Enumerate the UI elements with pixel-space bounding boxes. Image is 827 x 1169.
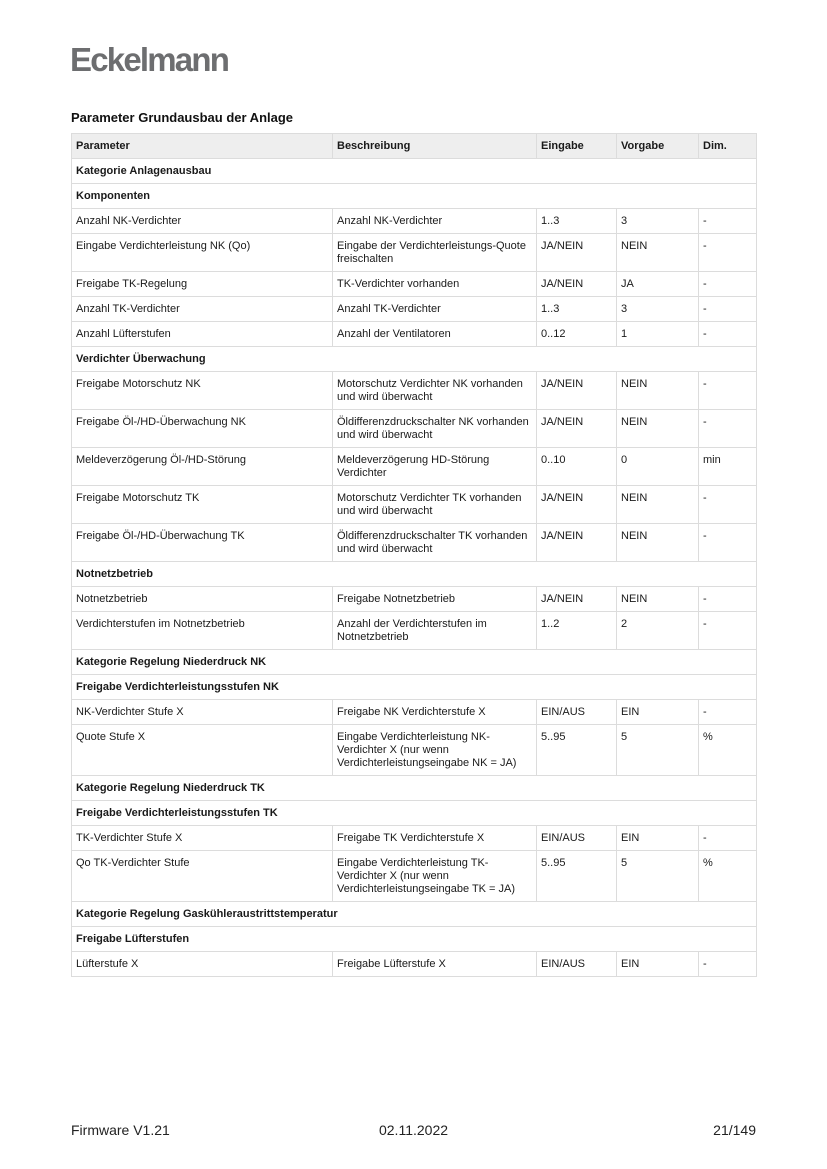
header-parameter: Parameter [72,134,333,159]
cell-beschreibung: Anzahl NK-Verdichter [333,209,537,234]
cell-parameter: TK-Verdichter Stufe X [72,826,333,851]
cell-parameter: Anzahl TK-Verdichter [72,297,333,322]
cell-beschreibung: Anzahl der Ventilatoren [333,322,537,347]
cell-vorgabe: EIN [617,826,699,851]
subcategory-row [72,347,757,372]
cell-vorgabe: NEIN [617,372,699,410]
subcategory-label: Verdichter Überwachung [72,347,757,372]
table-row [72,524,757,562]
cell-beschreibung: Meldeverzögerung HD-Störung Verdichter [333,448,537,486]
cell-vorgabe: NEIN [617,524,699,562]
subcategory-label: Freigabe Lüfterstufen [72,927,757,952]
category-row [72,902,757,927]
cell-beschreibung: Freigabe Lüfterstufe X [333,952,537,977]
category-label: Kategorie Regelung Niederdruck NK [72,650,757,675]
cell-eingabe: JA/NEIN [537,234,617,272]
cell-dim: min [699,448,757,486]
header-eingabe: Eingabe [537,134,617,159]
cell-beschreibung: Öldifferenzdruckschalter NK vorhanden und wird überwacht [333,410,537,448]
cell-dim: - [699,486,757,524]
cell-dim: - [699,297,757,322]
cell-eingabe: 1..3 [537,209,617,234]
cell-parameter: NK-Verdichter Stufe X [72,700,333,725]
cell-vorgabe: NEIN [617,234,699,272]
cell-parameter: Freigabe Öl-/HD-Überwachung NK [72,410,333,448]
cell-eingabe: EIN/AUS [537,952,617,977]
table-row [72,725,757,776]
subcategory-label: Notnetzbetrieb [72,562,757,587]
cell-vorgabe: 0 [617,448,699,486]
table-row [72,297,757,322]
subcategory-row [72,675,757,700]
cell-eingabe: JA/NEIN [537,587,617,612]
table-row [72,851,757,902]
cell-parameter: Freigabe Motorschutz NK [72,372,333,410]
cell-eingabe: JA/NEIN [537,372,617,410]
table-row [72,700,757,725]
cell-vorgabe: 3 [617,297,699,322]
header-vorgabe: Vorgabe [617,134,699,159]
cell-eingabe: 5..95 [537,725,617,776]
cell-vorgabe: 3 [617,209,699,234]
cell-parameter: Meldeverzögerung Öl-/HD-Störung [72,448,333,486]
section-title: Parameter Grundausbau der Anlage [71,110,294,125]
cell-dim: - [699,700,757,725]
cell-parameter: Freigabe TK-Regelung [72,272,333,297]
table-row [72,448,757,486]
cell-eingabe: JA/NEIN [537,486,617,524]
cell-dim: - [699,410,757,448]
cell-dim: - [699,826,757,851]
cell-dim: - [699,612,757,650]
cell-dim: - [699,234,757,272]
cell-dim: - [699,272,757,297]
cell-dim: % [699,851,757,902]
cell-eingabe: JA/NEIN [537,524,617,562]
cell-dim: - [699,322,757,347]
cell-vorgabe: EIN [617,700,699,725]
header-beschreibung: Beschreibung [333,134,537,159]
table-row [72,272,757,297]
cell-beschreibung: Eingabe Verdichterleistung NK-Verdichter X (nur wenn Verdichterleistungseingabe NK = JA) [333,725,537,776]
cell-beschreibung: Eingabe der Verdichterleistungs-Quote freischalten [333,234,537,272]
cell-parameter: Freigabe Öl-/HD-Überwachung TK [72,524,333,562]
cell-beschreibung: Anzahl der Verdichterstufen im Notnetzbetrieb [333,612,537,650]
cell-beschreibung: Freigabe NK Verdichterstufe X [333,700,537,725]
cell-eingabe: 1..3 [537,297,617,322]
category-label: Kategorie Regelung Niederdruck TK [72,776,757,801]
cell-parameter: Freigabe Motorschutz TK [72,486,333,524]
cell-eingabe: EIN/AUS [537,700,617,725]
cell-eingabe: 5..95 [537,851,617,902]
cell-eingabe: 1..2 [537,612,617,650]
cell-parameter: Eingabe Verdichterleistung NK (Qo) [72,234,333,272]
cell-eingabe: 0..10 [537,448,617,486]
cell-dim: - [699,952,757,977]
cell-beschreibung: TK-Verdichter vorhanden [333,272,537,297]
category-label: Kategorie Regelung Gaskühleraustrittstemperatur [72,902,757,927]
table-row [72,952,757,977]
table-row [72,322,757,347]
cell-beschreibung: Öldifferenzdruckschalter TK vorhanden und wird überwacht [333,524,537,562]
subcategory-row [72,184,757,209]
table-row [72,234,757,272]
cell-vorgabe: 5 [617,851,699,902]
table-row [72,587,757,612]
category-label: Kategorie Anlagenausbau [72,159,757,184]
cell-dim: - [699,209,757,234]
cell-vorgabe: 5 [617,725,699,776]
cell-dim: - [699,587,757,612]
category-row [72,159,757,184]
table-row [72,410,757,448]
cell-parameter: Notnetzbetrieb [72,587,333,612]
cell-vorgabe: 2 [617,612,699,650]
cell-beschreibung: Freigabe TK Verdichterstufe X [333,826,537,851]
cell-eingabe: JA/NEIN [537,272,617,297]
cell-parameter: Anzahl NK-Verdichter [72,209,333,234]
cell-eingabe: JA/NEIN [537,410,617,448]
cell-eingabe: 0..12 [537,322,617,347]
cell-vorgabe: NEIN [617,587,699,612]
cell-eingabe: EIN/AUS [537,826,617,851]
footer-date: 02.11.2022 [378,1122,449,1138]
table-body [72,159,757,977]
cell-parameter: Quote Stufe X [72,725,333,776]
cell-vorgabe: NEIN [617,486,699,524]
table-row [72,612,757,650]
cell-vorgabe: NEIN [617,410,699,448]
cell-beschreibung: Motorschutz Verdichter NK vorhanden und wird überwacht [333,372,537,410]
cell-parameter: Anzahl Lüfterstufen [72,322,333,347]
subcategory-label: Freigabe Verdichterleistungsstufen NK [72,675,757,700]
footer-page-number: 21/149 [713,1122,756,1138]
cell-beschreibung: Motorschutz Verdichter TK vorhanden und wird überwacht [333,486,537,524]
table-header-row [72,134,757,159]
category-row [72,776,757,801]
cell-dim: % [699,725,757,776]
category-row [72,650,757,675]
cell-dim: - [699,372,757,410]
cell-parameter: Verdichterstufen im Notnetzbetrieb [72,612,333,650]
subcategory-row [72,927,757,952]
subcategory-label: Freigabe Verdichterleistungsstufen TK [72,801,757,826]
cell-dim: - [699,524,757,562]
cell-vorgabe: JA [617,272,699,297]
parameter-table [71,133,757,977]
footer-firmware: Firmware V1.21 [71,1122,170,1138]
header-dim: Dim. [699,134,757,159]
cell-beschreibung: Freigabe Notnetzbetrieb [333,587,537,612]
cell-parameter: Lüfterstufe X [72,952,333,977]
table-row [72,209,757,234]
cell-parameter: Qo TK-Verdichter Stufe [72,851,333,902]
table-row [72,486,757,524]
cell-beschreibung: Eingabe Verdichterleistung TK-Verdichter X (nur wenn Verdichterleistungseingabe TK = JA) [333,851,537,902]
cell-beschreibung: Anzahl TK-Verdichter [333,297,537,322]
cell-vorgabe: EIN [617,952,699,977]
cell-vorgabe: 1 [617,322,699,347]
company-logo: Eckelmann [70,41,229,78]
table-row [72,826,757,851]
subcategory-label: Komponenten [72,184,757,209]
subcategory-row [72,801,757,826]
table-row [72,372,757,410]
subcategory-row [72,562,757,587]
